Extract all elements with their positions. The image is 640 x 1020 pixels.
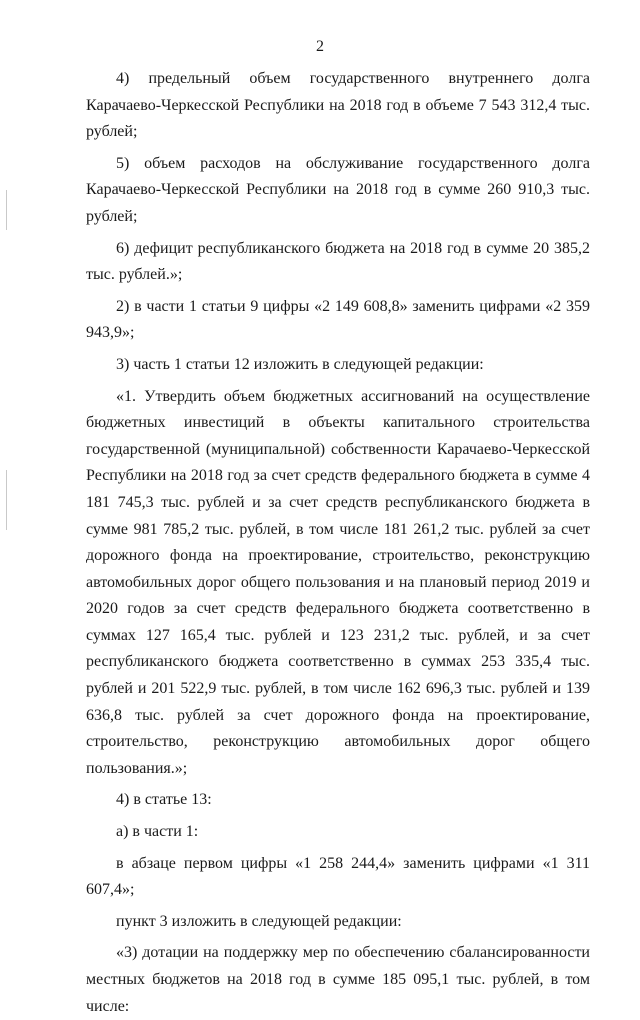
document-body	[86, 66, 590, 1020]
paragraph-amendment-article-13: 4) в статье 13:	[116, 791, 212, 809]
scan-edge-mark	[6, 470, 7, 530]
paragraph-first-subparagraph-figures: в абзаце первом цифры «1 258 244,4» заменить цифрами «1 311 607,4»;	[86, 854, 590, 899]
paragraph-amendment-article-12: 3) часть 1 статьи 12 изложить в следующей редакции:	[116, 355, 484, 373]
paragraph-article-12-new-text: «1. Утвердить объем бюджетных ассигнований на осуществление бюджетных инвестиций в объекты капитального строительства государственной (муниципальной) собственности Карачаево-Черкесской Республики на 2018 год за счет средств федерального бюджета в сумме 4 181 745,3 тыс. рублей и за счет средств республиканского бюджета в сумме 981 785,2 тыс. рублей, в том числе 181 261,2 тыс. рублей за счет дорожного фонда на проектирование, строительство, реконструкцию автомобильных дорог общего пользования и на плановый период 2019 и 2020 годов за счет средств федерального бюджета соответственно в суммах 127 165,4 тыс. рублей и 123 231,2 тыс. рублей, и за счет республиканского бюджета соответственно в суммах 253 335,4 тыс. рублей и 201 522,9 тыс. рублей, в том числе 162 696,3 тыс. рублей и 139 636,8 тыс. рублей за счет дорожного фонда на проектирование, строительство, реконструкцию автомобильных дорог общего пользования.»;	[86, 387, 590, 777]
paragraph-article-13-part-1: а) в части 1:	[116, 823, 199, 841]
page-number: 2	[316, 38, 324, 55]
paragraph-item-6-deficit: 6) дефицит республиканского бюджета на 2018 год в сумме 20 385,2 тыс. рублей.»;	[86, 239, 590, 284]
paragraph-item-4-debt-limit: 4) предельный объем государственного внутреннего долга Карачаево-Черкесской Республики на 2018 год в объеме 7 543 312,4 тыс. рублей;	[86, 70, 590, 141]
paragraph-item-5-debt-service: 5) объем расходов на обслуживание государственного долга Карачаево-Черкесской Республики на 2018 год в сумме 260 910,3 тыс. рублей;	[86, 154, 590, 225]
scan-edge-mark	[6, 190, 7, 230]
paragraph-amendment-article-9: 2) в части 1 статьи 9 цифры «2 149 608,8» заменить цифрами «2 359 943,9»;	[86, 297, 590, 342]
paragraph-point-3-new-wording: пункт 3 изложить в следующей редакции:	[116, 912, 402, 930]
paragraph-point-3-subsidies: «3) дотации на поддержку мер по обеспечению сбалансированности местных бюджетов на 2018 год в сумме 185 095,1 тыс. рублей, в том числе:	[86, 944, 590, 1015]
